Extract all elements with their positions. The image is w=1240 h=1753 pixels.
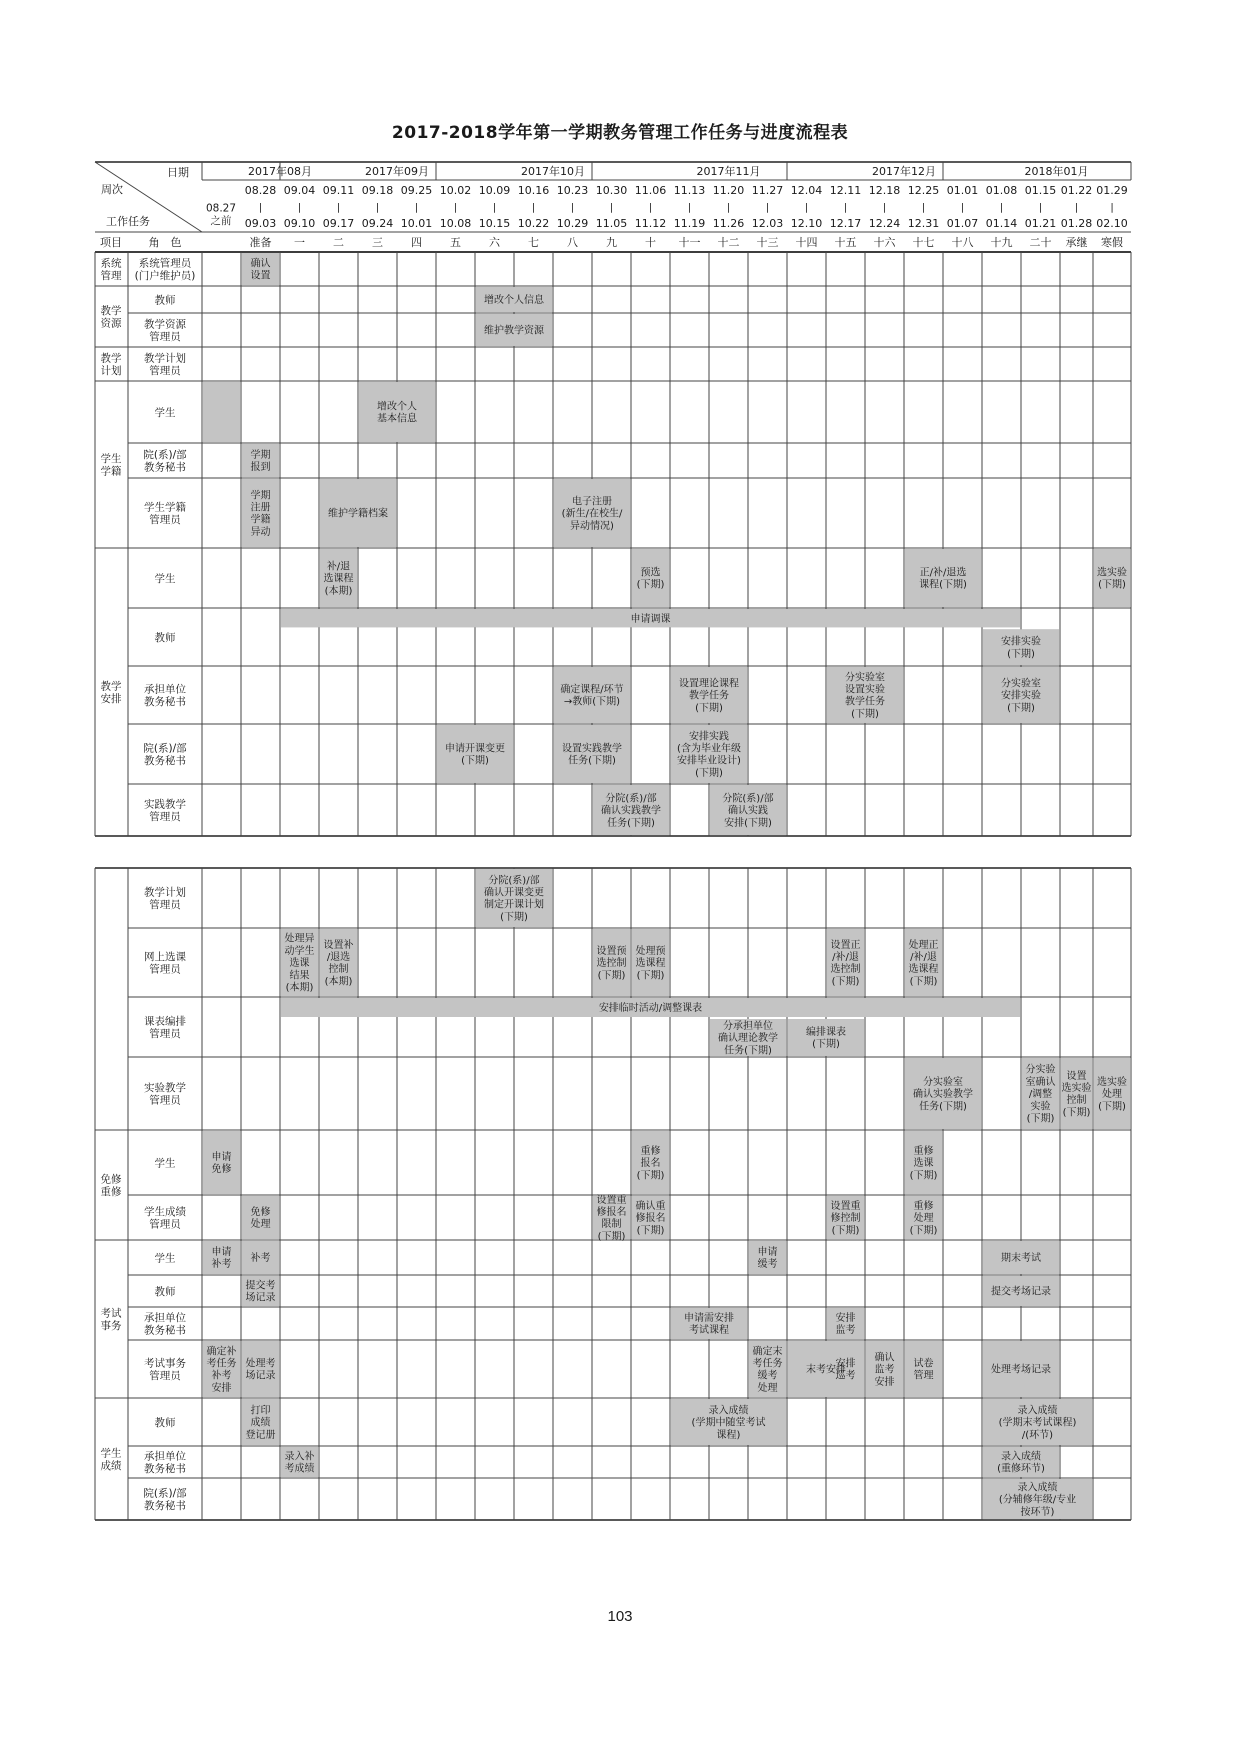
- month-label: 2018年01月: [1024, 165, 1089, 178]
- task-label: 安排实验(下期): [1001, 636, 1041, 660]
- task-label: 确认监考安排: [874, 1352, 895, 1388]
- task-label: 增改个人信息: [484, 295, 544, 307]
- week-start-date: 12.18: [868, 184, 901, 197]
- week-range-bar: |: [843, 202, 848, 214]
- role-label: 院(系)/部教务秘书: [143, 742, 187, 768]
- role-label: 学生: [154, 406, 176, 419]
- role-label: 网上选课管理员: [144, 950, 186, 976]
- week-start-date: 10.30: [595, 184, 628, 197]
- week-end-date: 01.14: [985, 217, 1018, 230]
- task-label: 编排课表(下期): [806, 1027, 846, 1051]
- week-end-date: 11.26: [712, 217, 745, 230]
- page-number: 103: [607, 1608, 633, 1625]
- project-label: 系统管理: [100, 257, 122, 283]
- week-name: 十九: [990, 236, 1013, 249]
- week-start-date: 01.29: [1096, 184, 1128, 197]
- week-range-bar: |: [1074, 202, 1079, 214]
- project-label: 学生成绩: [100, 1447, 122, 1473]
- week-end-date: 12.24: [868, 217, 901, 230]
- task-label: 确认设置: [250, 258, 271, 282]
- week-start-date: 01.01: [946, 184, 979, 197]
- week-range-bar: |: [414, 202, 419, 214]
- role-label: 教师: [154, 1285, 176, 1298]
- week-name: 寒假: [1101, 236, 1123, 249]
- project-label: 学生学籍: [100, 452, 122, 478]
- week-start-date: 10.23: [556, 184, 589, 197]
- role-label: 课表编排管理员: [144, 1015, 186, 1041]
- task-label: 分院(系)/部确认实践安排(下期): [722, 793, 774, 829]
- week-range-bar: |: [804, 202, 809, 214]
- week-name: 十七: [912, 236, 935, 249]
- week-end-date: 12.10: [790, 217, 823, 230]
- task-label: 处理预选课程(下期): [635, 945, 666, 982]
- week-name: 十三: [756, 236, 779, 249]
- week-end-date: 11.12: [634, 217, 667, 230]
- task-label: 安排临时活动/调整课表: [598, 1003, 703, 1015]
- task-label: 申请补考: [211, 1247, 232, 1271]
- task-label: 设置理论课程教学任务(下期): [679, 678, 739, 714]
- task-label: 录入成绩(分辅修年级/专业按环节): [998, 1482, 1077, 1518]
- week-name: 准备: [249, 236, 272, 249]
- task-label: 试卷管理: [913, 1358, 934, 1382]
- project-label: 教学资源: [100, 304, 122, 330]
- week-range-bar: |: [297, 202, 302, 214]
- header-project-label: 项目: [100, 236, 122, 249]
- week-end-date: 12.17: [829, 217, 862, 230]
- header-role-label: 角 色: [148, 236, 182, 249]
- role-label: 承担单位教务秘书: [144, 1311, 186, 1337]
- week-range-bar: |: [1038, 202, 1043, 214]
- week-range-bar: |: [921, 202, 926, 214]
- task-label: 选实验处理(下期): [1097, 1076, 1127, 1113]
- role-label: 学生: [154, 1252, 176, 1265]
- task-label: 确认重修报名(下期): [635, 1200, 666, 1237]
- week-end-date: 11.05: [595, 217, 628, 230]
- week-end-date: 09.10: [283, 217, 316, 230]
- task-label: 学期注册学籍异动: [250, 490, 271, 538]
- task-block: [203, 382, 240, 442]
- task-label: 申请调课: [630, 613, 671, 625]
- role-label: 院(系)/部教务秘书: [143, 448, 187, 474]
- month-label: 2017年11月: [696, 165, 761, 178]
- week-end-date: 01.07: [946, 217, 979, 230]
- week-start-date: 12.25: [907, 184, 940, 197]
- task-label: 重修处理(下期): [909, 1200, 938, 1237]
- week-range-bar: |: [570, 202, 575, 214]
- task-label: 申请需安排考试课程: [684, 1313, 734, 1337]
- week-range-bar: |: [687, 202, 692, 214]
- header-date-label: 日期: [167, 166, 189, 179]
- week-name: 五: [450, 236, 461, 249]
- week-range-bar: |: [882, 202, 887, 214]
- week-range-bar: |: [648, 202, 653, 214]
- week-end-date: 12.31: [907, 217, 940, 230]
- task-label: 补考: [250, 1253, 271, 1265]
- week-range-bar: |: [531, 202, 536, 214]
- week-start-date: 10.16: [517, 184, 550, 197]
- role-label: 教师: [154, 1416, 176, 1429]
- week-start-date: 10.02: [439, 184, 472, 197]
- week-name: 七: [528, 236, 539, 249]
- first-week-range: 08.27 之前: [205, 202, 237, 228]
- task-label: 补/退选课程(本期): [323, 561, 354, 597]
- task-label: 分实验室安排实验(下期): [1001, 678, 1041, 714]
- project-label: 考试事务: [100, 1307, 122, 1333]
- week-name: 十: [645, 236, 656, 249]
- task-label: 学期报到: [250, 450, 271, 474]
- month-label: 2017年08月: [248, 165, 312, 178]
- week-start-date: 01.22: [1060, 184, 1093, 197]
- role-label: 教学资源管理员: [144, 318, 186, 344]
- project-label: 教学计划: [100, 352, 122, 378]
- role-label: 学生学籍管理员: [144, 501, 186, 527]
- week-end-date: 10.22: [517, 217, 550, 230]
- task-label: 分实验室确认实验教学任务(下期): [913, 1076, 973, 1113]
- task-label: 末考安排: [806, 1364, 846, 1376]
- role-label: 承担单位教务秘书: [144, 1450, 186, 1476]
- task-label: 录入成绩(重修环节): [997, 1451, 1045, 1475]
- week-start-date: 09.18: [361, 184, 394, 197]
- week-start-date: 11.06: [634, 184, 667, 197]
- header-week-label: 周次: [101, 183, 123, 196]
- task-label: 录入补考成绩: [284, 1451, 315, 1475]
- week-name: 十八: [951, 236, 974, 249]
- project-label: 教学安排: [100, 680, 122, 706]
- task-label: 提交考场记录: [991, 1286, 1051, 1298]
- week-start-date: 11.27: [751, 184, 784, 197]
- week-name: 十二: [717, 236, 740, 249]
- task-label: 免修处理: [250, 1207, 271, 1231]
- task-label: 提交考场记录: [245, 1280, 276, 1304]
- task-label: 分院(系)/部确认开课变更制定开课计划(下期): [484, 875, 544, 923]
- week-end-date: 12.03: [751, 217, 784, 230]
- week-start-date: 12.11: [829, 184, 862, 197]
- task-label: 设置重修报名限制(下期): [596, 1194, 627, 1243]
- task-label: 处理考场记录: [991, 1364, 1051, 1376]
- week-end-date: 11.19: [673, 217, 706, 230]
- week-start-date: 10.09: [478, 184, 511, 197]
- task-label: 分院(系)/部确认实践教学任务(下期): [601, 793, 661, 829]
- task-label: 设置选实验控制(下期): [1061, 1070, 1092, 1119]
- week-name: 二: [333, 236, 344, 249]
- week-end-date: 10.01: [400, 217, 433, 230]
- week-range-bar: |: [375, 202, 380, 214]
- task-label: 打印成绩登记册: [245, 1405, 276, 1441]
- week-end-date: 01.28: [1060, 217, 1093, 230]
- task-label: 确定课程/环节→教师(下期): [560, 684, 624, 708]
- task-label: 确定末考任务缓考处理: [752, 1346, 783, 1394]
- week-name: 一: [294, 236, 305, 249]
- role-label: 教学计划管理员: [144, 886, 186, 912]
- task-label: 处理异动学生选课结果(本期): [284, 933, 315, 994]
- task-label: 分实验室设置实验教学任务(下期): [845, 672, 885, 720]
- week-range-bar: |: [999, 202, 1004, 214]
- month-label: 2017年10月: [521, 165, 585, 178]
- role-label: 实验教学管理员: [144, 1081, 186, 1107]
- week-range-bar: |: [1110, 202, 1114, 214]
- task-label: 安排实践(含为毕业年级安排毕业设计) (下期): [677, 731, 741, 779]
- task-label: 设置实践教学任务(下期): [562, 743, 622, 767]
- task-label: 电子注册(新生/在校生/异动情况): [561, 496, 623, 532]
- week-end-date: 02.10: [1096, 217, 1128, 230]
- week-name: 承继: [1065, 236, 1088, 249]
- week-name: 十四: [795, 236, 818, 249]
- week-end-date: 10.15: [478, 217, 511, 230]
- week-range-bar: |: [609, 202, 614, 214]
- week-name: 三: [372, 236, 383, 249]
- month-label: 2017年12月: [872, 165, 936, 178]
- page-title: 2017-2018学年第一学期教务管理工作任务与进度流程表: [391, 123, 849, 143]
- task-label: 期末考试: [1001, 1253, 1041, 1265]
- task-label: 申请开课变更(下期): [445, 743, 505, 767]
- week-end-date: 01.21: [1024, 217, 1057, 230]
- role-label: 学生: [154, 572, 176, 585]
- week-start-date: 09.04: [283, 184, 316, 197]
- week-name: 八: [567, 236, 578, 249]
- week-start-date: 01.15: [1024, 184, 1057, 197]
- week-name: 十一: [678, 236, 701, 249]
- week-name: 十五: [834, 236, 857, 249]
- task-label: 正/补/退选课程(下期): [919, 567, 967, 591]
- role-label: 学生: [154, 1157, 176, 1170]
- week-name: 九: [606, 236, 617, 249]
- month-label: 2017年09月: [365, 165, 429, 178]
- header-task-label: 工作任务: [106, 215, 150, 228]
- week-end-date: 10.08: [439, 217, 472, 230]
- week-end-date: 09.03: [244, 217, 277, 230]
- week-start-date: 01.08: [985, 184, 1018, 197]
- week-start-date: 09.25: [400, 184, 433, 197]
- week-start-date: 09.11: [322, 184, 355, 197]
- week-range-bar: |: [765, 202, 770, 214]
- role-label: 承担单位教务秘书: [144, 683, 186, 709]
- task-label: 分承担单位确认理论教学任务(下期): [718, 1020, 778, 1057]
- task-label: 安排巡考: [835, 1358, 856, 1382]
- week-range-bar: |: [960, 202, 965, 214]
- role-label: 教学计划管理员: [144, 352, 186, 378]
- role-label: 院(系)/部教务秘书: [143, 1487, 187, 1513]
- task-label: 处理考场记录: [245, 1358, 276, 1382]
- week-end-date: 10.29: [556, 217, 589, 230]
- week-start-date: 08.28: [244, 184, 277, 197]
- role-label: 教师: [154, 631, 176, 644]
- week-start-date: 11.20: [712, 184, 745, 197]
- task-label: 维护教学资源: [484, 325, 544, 337]
- week-range-bar: |: [258, 202, 263, 214]
- week-name: 六: [489, 236, 500, 249]
- task-label: 维护学籍档案: [328, 508, 388, 520]
- week-range-bar: |: [492, 202, 497, 214]
- role-label: 实践教学管理员: [144, 798, 186, 824]
- week-end-date: 09.24: [361, 217, 394, 230]
- week-start-date: 12.04: [790, 184, 823, 197]
- role-label: 系统管理员(门户维护员): [134, 257, 196, 283]
- week-start-date: 11.13: [673, 184, 706, 197]
- role-label: 考试事务管理员: [144, 1357, 186, 1383]
- project-label: 免修重修: [100, 1173, 122, 1199]
- task-label: 设置补/退选控制(本期): [323, 939, 354, 988]
- role-label: 教师: [154, 294, 176, 307]
- task-label: 安排监考: [835, 1313, 856, 1337]
- task-label: 设置预选控制(下期): [596, 945, 627, 982]
- week-range-bar: |: [453, 202, 458, 214]
- task-label: 设置重修控制(下期): [830, 1200, 861, 1237]
- task-label: 录入成绩(学期中随堂考试课程): [691, 1405, 766, 1441]
- task-label: 设置正/补/退选控制(下期): [830, 939, 861, 988]
- week-range-bar: |: [336, 202, 341, 214]
- week-name: 十六: [873, 236, 896, 249]
- week-name: 四: [411, 236, 422, 249]
- task-label: 确定补考任务补考安排: [206, 1346, 237, 1394]
- role-label: 学生成绩管理员: [144, 1205, 186, 1231]
- task-label: 分实验室确认/调整实验(下期): [1025, 1064, 1056, 1125]
- week-name: 二十: [1029, 236, 1052, 249]
- task-label: 申请缓考: [757, 1247, 778, 1271]
- task-label: 选实验(下期): [1097, 567, 1127, 591]
- week-range-bar: |: [726, 202, 731, 214]
- task-label: 预选(下期): [636, 567, 665, 591]
- task-label: 处理正/补/退选课程(下期): [908, 939, 939, 988]
- task-label: 申请免修: [211, 1152, 232, 1176]
- task-label: 增改个人基本信息: [377, 401, 417, 425]
- task-label: 重修选课(下期): [909, 1145, 938, 1182]
- task-label: 录入成绩(学期末考试课程) /(环节): [998, 1405, 1077, 1441]
- task-label: 重修报名(下期): [636, 1145, 665, 1182]
- week-end-date: 09.17: [322, 217, 355, 230]
